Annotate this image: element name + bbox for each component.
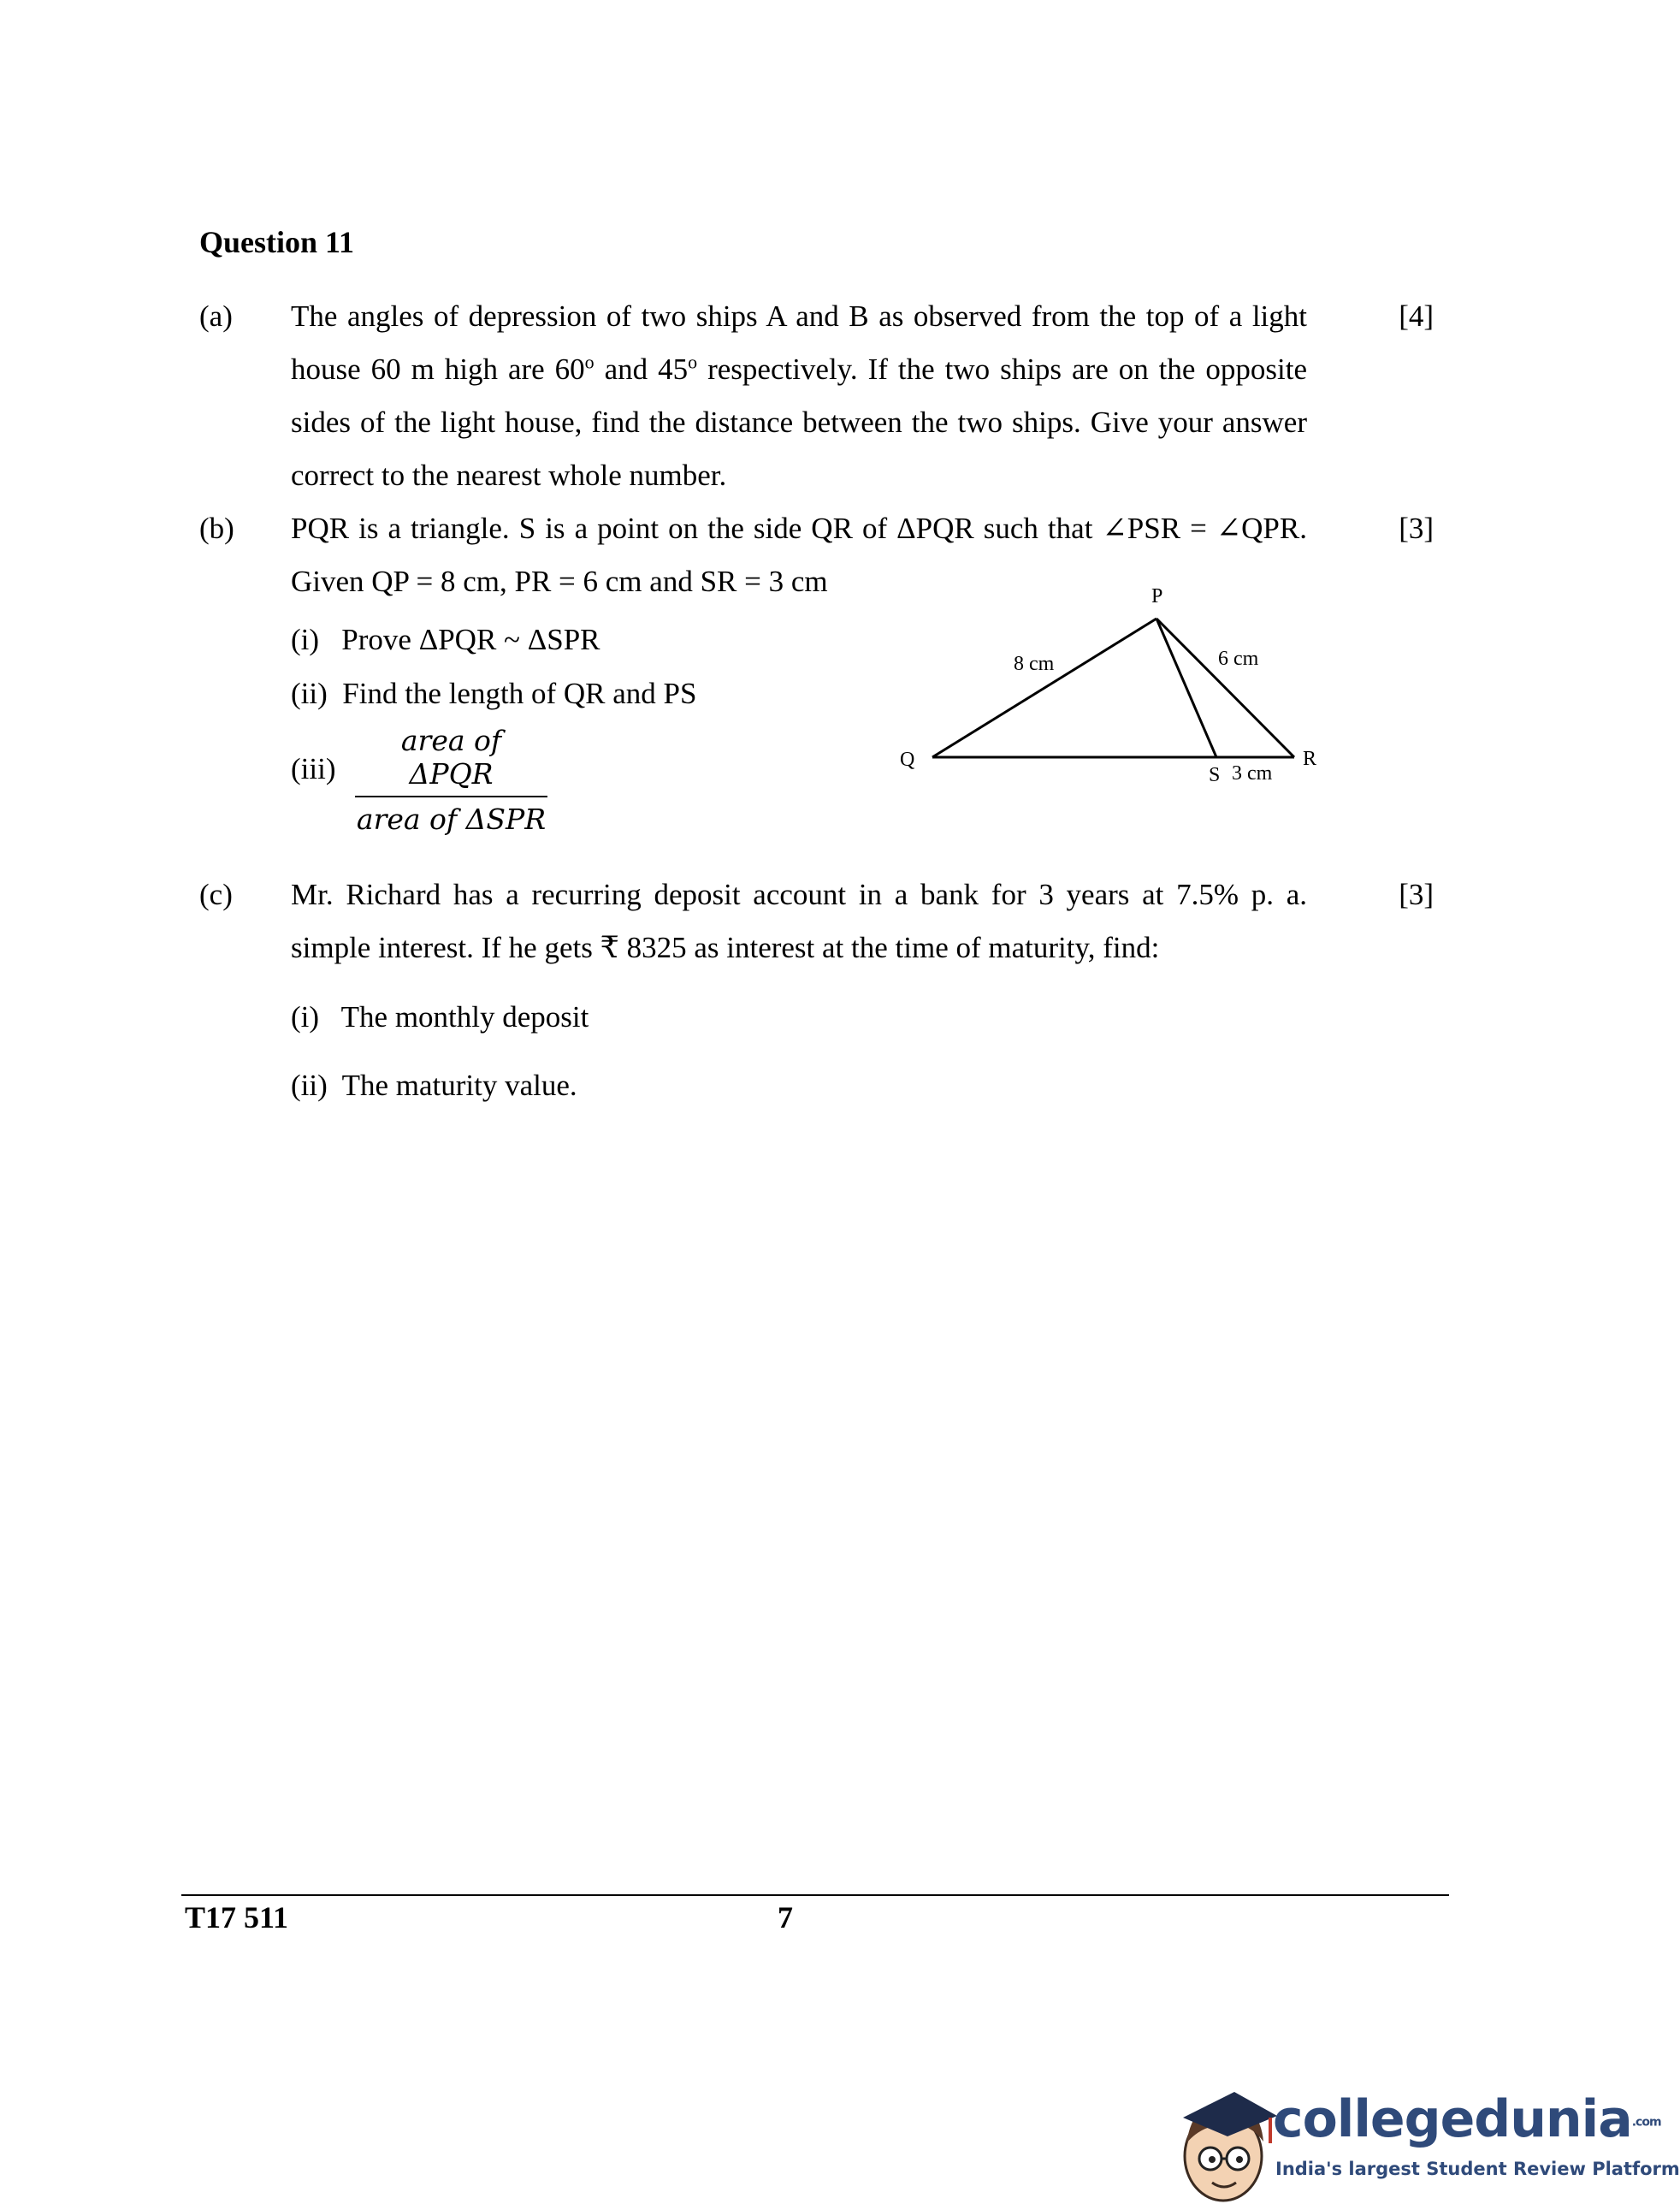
part-a-line-2: [291, 343, 1307, 396]
sr-length-label: 3 cm: [1232, 762, 1273, 785]
fraction-numerator: area of ΔPQR: [355, 724, 547, 797]
vertex-r-label: R: [1303, 748, 1317, 770]
part-a-line-2-post: respectively. If the two ships are on the opposite: [707, 353, 1307, 386]
part-b-marks: [3]: [1399, 512, 1434, 545]
part-c-sub-ii: (ii) The maturity value.: [291, 1069, 577, 1102]
part-c-line-1: Mr. Richard has a recurring deposit account in a bank for 3 years at 7.5% p. a.: [291, 878, 1307, 911]
degree-sign-2: o: [688, 351, 698, 373]
part-a-line-2-mid: and 45: [594, 353, 689, 386]
part-c-label: (c): [199, 878, 233, 911]
part-b-label: (b): [199, 512, 234, 545]
part-a-line-4: correct to the nearest whole number.: [291, 459, 727, 492]
paper-code: T17 511: [185, 1900, 289, 1934]
part-a-line-2-pre: house 60 m high are 60: [291, 353, 585, 386]
part-a-line-1: The angles of depression of two ships A and B as observed from the top of a light: [291, 299, 1307, 333]
side-pr: [1156, 619, 1294, 757]
part-a-marks: [4]: [1399, 299, 1434, 333]
logo-wordmark: collegedunia.com: [1273, 2089, 1661, 2149]
part-c-sub-i: (i) The monthly deposit: [291, 1000, 589, 1034]
vertex-p-label: P: [1151, 585, 1163, 607]
part-b-sub-i: (i) Prove ΔPQR ~ ΔSPR: [291, 623, 600, 656]
footer-rule: [181, 1894, 1449, 1896]
part-c-line-2: simple interest. If he gets ₹ 8325 as interest at the time of maturity, find:: [291, 931, 1160, 964]
side-qp: [932, 619, 1156, 757]
point-s-label: S: [1209, 764, 1221, 786]
part-b-sub-iii: (iii): [291, 752, 336, 785]
part-c-marks: [3]: [1399, 878, 1434, 911]
fraction-denominator: area of ΔSPR: [356, 803, 547, 836]
part-a-label: (a): [199, 299, 233, 333]
question-title: Question 11: [199, 225, 355, 259]
part-b-line-1: PQR is a triangle. S is a point on the side QR of ΔPQR such that ∠PSR = ∠QPR.: [291, 512, 1307, 545]
part-b-sub-ii: (ii) Find the length of QR and PS: [291, 677, 697, 710]
area-ratio-fraction: [355, 724, 547, 836]
logo-tagline: India's largest Student Review Platform: [1275, 2159, 1680, 2179]
qp-length-label: 8 cm: [1014, 653, 1055, 675]
triangle-figure: [881, 578, 1360, 796]
part-b-line-2: Given QP = 8 cm, PR = 6 cm and SR = 3 cm: [291, 565, 828, 598]
part-a-line-3: sides of the light house, find the distance between the two ships. Give your answer: [291, 406, 1307, 439]
degree-sign-1: o: [584, 351, 595, 373]
page-number: 7: [778, 1900, 793, 1934]
vertex-q-label: Q: [900, 749, 915, 771]
pr-length-label: 6 cm: [1218, 648, 1259, 670]
segment-ps: [1156, 619, 1216, 757]
